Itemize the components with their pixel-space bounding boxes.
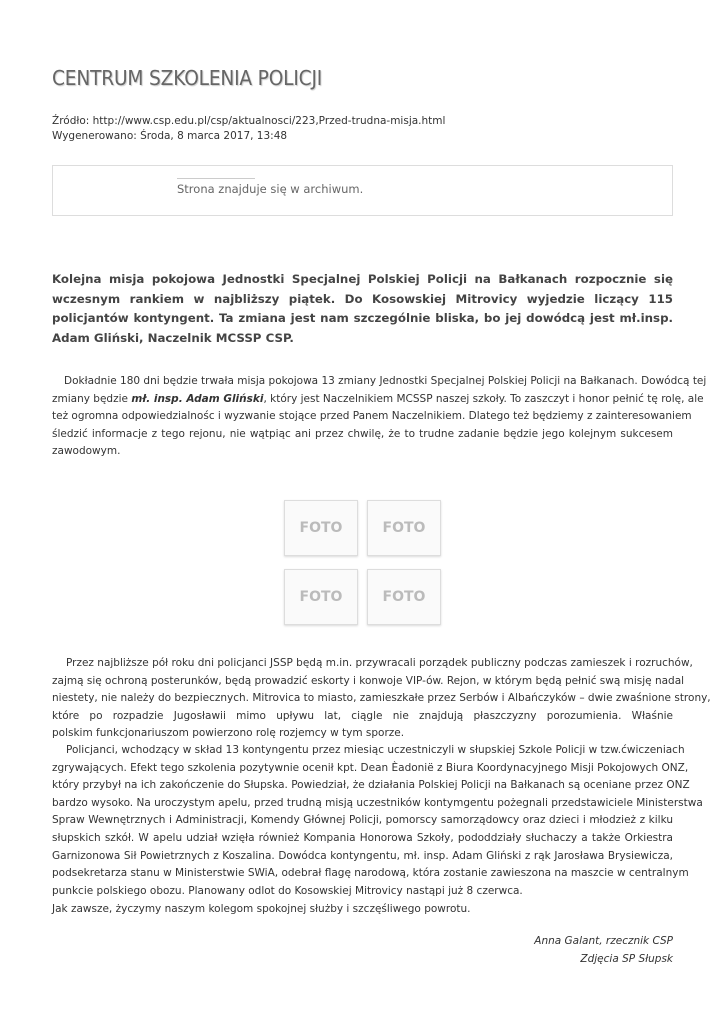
paragraph-3-line: bardzo wysoko. Na uroczystym apelu, przed trudną misją uczestników kontymgentu pożegnali przedstawiciele Ministerstwa <box>52 796 703 809</box>
text-run: zmiany będzie <box>52 392 132 405</box>
paragraph-1-line: Dokładnie 180 dni będzie trwała misja pokojowa 13 zmiany Jednostki Specjalnej Polskiej Policji na Bałkanach. Dowódcą tej <box>64 375 707 387</box>
archive-notice-box <box>52 165 673 216</box>
paragraph-1-line: też ogromna odpowiedzialnośc i wyzwanie stojące przed Panem Naczelnikiem. Dlatego też będziemy z zainteresowaniem <box>52 410 692 423</box>
article-lead: Kolejna misja pokojowa Jednostki Specjalnej Polskiej Policji na Bałkanach rozpocznie się wczesnym rankiem w najbliższy piątek. Do Kosowskiej Mitrovicy wyjedzie liczący 115 policjantów kontyngent. Ta zmiana jest nam szczególnie bliska, bo jej dowódcą jest mł.insp. Adam Gliński, Naczelnik MCSSP CSP. <box>52 272 673 345</box>
paragraph-2-line: niestety, nie należy do bezpiecznych. Mitrovica to miasto, zamieszkałe przez Serbów i Albańczyków – dwie zwaśnione strony, <box>52 692 711 705</box>
paragraph-3-line: punkcie polskiego obozu. Planowany odlot do Kosowskiej Mitrovicy nastąpi już 8 czerwca. <box>52 884 523 897</box>
paragraph-3-line: który przybył na ich zakończenie do Słupska. Powiedział, że działania Polskiej Policji na Bałkanach są oceniane przez ONZ <box>52 779 690 792</box>
photo-thumbnail[interactable]: FOTO <box>367 569 441 625</box>
paragraph-3-line: Policjanci, wchodzący w skład 13 kontyngentu przez miesiąc uczestniczyli w słupskiej Szkole Policji w tzw.ćwiczeniach <box>66 744 685 756</box>
signature <box>534 932 673 968</box>
paragraph-1-line: zawodowym. <box>52 445 121 458</box>
document-meta <box>52 114 445 144</box>
paragraph-2-line: Przez najbliższe pół roku dni policjanci JSSP będą m.in. przywracali porządek publiczny podczas zamieszek i rozruchów, <box>66 657 693 669</box>
paragraph-2-line: polskim funkcjonariuszom powierzono rolę rozjemcy w tym sporze. <box>52 727 405 740</box>
generated-date: Wygenerowano: Środa, 8 marca 2017, 13:48 <box>52 130 288 142</box>
photo-credit: Zdjęcia SP Słupsk <box>580 953 673 965</box>
archive-divider <box>177 178 255 179</box>
paragraph-1 <box>52 373 707 461</box>
paragraph-1-line: śledzić informacje z tego rejonu, nie wątpiąc ani przez chwilę, że to trudne zadanie będzie jego kolejnym sukcesem <box>52 427 673 440</box>
paragraph-2 <box>52 655 711 743</box>
paragraph-3-line: Spraw Wewnętrznych i Administracji, Komendy Głównej Policji, pomorscy samorządowcy oraz dzieci i młodzież z kilku <box>52 814 673 827</box>
paragraph-2-line: które po rozpadzie Jugosławii mimo upływu lat, ciągle nie znajdują płaszczyzny porozumienia. Właśnie <box>52 709 673 722</box>
paragraph-1-line <box>52 391 704 409</box>
author-credit: Anna Galant, rzecznik CSP <box>534 935 673 947</box>
photo-thumbnail[interactable]: FOTO <box>284 500 358 556</box>
paragraph-3-line: podsekretarza stanu w Ministerstwie SWiA, odebrał flagę narodową, która zostanie zawieszona na maszcie w centralnym <box>52 867 689 880</box>
photo-thumbnail[interactable]: FOTO <box>367 500 441 556</box>
text-run: , który jest Naczelnikiem MCSSP naszej szkoły. To zaszczyt i honor pełnić tę rolę, ale <box>263 392 704 405</box>
site-title: CENTRUM SZKOLENIA POLICJI <box>52 66 323 90</box>
closing-paragraph <box>52 901 673 919</box>
paragraph-3-line: słupskich szkół. W apelu udział wzięła również Kompania Honorowa Szkoły, pododdziały słuchaczy a także Orkiestra <box>52 831 673 844</box>
photo-thumbnail[interactable]: FOTO <box>284 569 358 625</box>
commander-name: mł. insp. Adam Gliński <box>131 392 264 405</box>
paragraph-3-line: zgrywających. Efekt tego szkolenia pozytywnie ocenił kpt. Dean Èadonië z Biura Koordynacyjnego Misji Pokojowych ONZ, <box>52 761 689 774</box>
archive-notice: Strona znajduje się w archiwum. <box>177 182 364 196</box>
closing-line: Jak zawsze, życzymy naszym kolegom spokojnej służby i szczęśliwego powrotu. <box>52 903 471 915</box>
source-url: Źródło: http://www.csp.edu.pl/csp/aktualnosci/223,Przed-trudna-misja.html <box>52 115 446 127</box>
paragraph-3 <box>52 742 703 900</box>
paragraph-3-line: Garnizonowa Sił Powietrznych z Koszalina. Dowódca kontyngentu, mł. insp. Adam Gliński z rąk Jarosława Brysiewicza, <box>52 849 673 862</box>
paragraph-2-line: zajmą się ochroną posterunków, będą prowadzić eskorty i konwoje VIP-ów. Rejon, w którym będą pełnić swą misję nadal <box>52 674 685 687</box>
